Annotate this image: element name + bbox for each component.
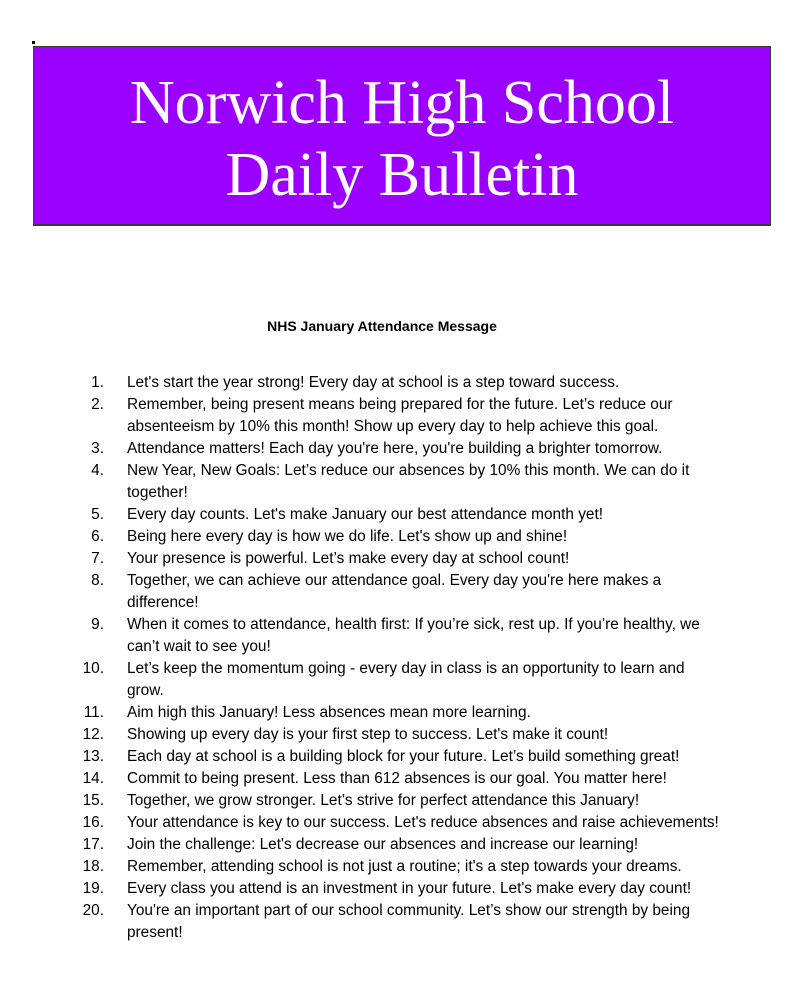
list-item: [82, 724, 722, 746]
list-item: [82, 768, 722, 790]
list-item: [82, 548, 722, 570]
list-item: [82, 702, 722, 724]
list-item-number: 12.: [82, 726, 104, 743]
list-item-number: 11.: [83, 704, 104, 721]
banner-title-line-2: Daily Bulletin: [225, 141, 579, 209]
list-item-number: 2.: [91, 396, 104, 413]
banner-title-line-1: Norwich High School: [129, 69, 675, 137]
list-item: [82, 746, 722, 768]
list-item-number: 1.: [91, 374, 104, 391]
list-item: [82, 460, 722, 504]
list-item: [82, 790, 722, 812]
list-item-number: 4.: [91, 462, 104, 479]
list-item: [82, 812, 722, 834]
list-item: [82, 570, 722, 614]
list-item-text: Being here every day is how we do life. Let's show up and shine!: [127, 528, 568, 545]
list-item-number: 3.: [91, 440, 104, 457]
list-item-text: Remember, being present means being prepared for the future. Let’s reduce our absenteeism by 10% this month! Show up every day to help achieve this goal.: [127, 396, 673, 435]
list-item-number: 5.: [91, 506, 104, 523]
list-item: [82, 526, 722, 548]
list-item: [82, 614, 722, 658]
list-item-text: Commit to being present. Less than 612 absences is our goal. You matter here!: [127, 770, 667, 787]
list-item: [82, 878, 722, 900]
list-item-number: 15.: [82, 792, 104, 809]
list-item-text: Every class you attend is an investment in your future. Let's make every day count!: [127, 880, 692, 897]
list-item-text: Together, we grow stronger. Let’s strive for perfect attendance this January!: [127, 792, 640, 809]
list-item-number: 20.: [82, 902, 104, 919]
list-item-text: Your presence is powerful. Let’s make every day at school count!: [127, 550, 570, 567]
list-item-text: Showing up every day is your first step to success. Let's make it count!: [127, 726, 609, 743]
bulletin-banner: [33, 46, 771, 226]
list-item: [82, 438, 722, 460]
list-item-text: Join the challenge: Let's decrease our absences and increase our learning!: [127, 836, 639, 853]
list-item-text: Attendance matters! Each day you're here, you're building a brighter tomorrow.: [127, 440, 663, 457]
list-item-number: 18.: [82, 858, 104, 875]
list-item: [82, 394, 722, 438]
list-item: [82, 658, 722, 702]
list-item-number: 14.: [82, 770, 104, 787]
stray-mark: [32, 41, 35, 44]
list-item-text: Your attendance is key to our success. Let's reduce absences and raise achievements!: [127, 814, 719, 831]
list-item-number: 13.: [82, 748, 104, 765]
list-item-text: New Year, New Goals: Let’s reduce our absences by 10% this month. We can do it together!: [127, 462, 690, 501]
list-item-text: When it comes to attendance, health first: If you’re sick, rest up. If you’re healthy, we can’t wait to see you!: [127, 616, 700, 655]
list-item-number: 10.: [82, 660, 104, 677]
banner-title: [34, 47, 770, 211]
attendance-message-list: [82, 372, 722, 944]
list-item-number: 17.: [82, 836, 104, 853]
list-item-number: 19.: [82, 880, 104, 897]
attendance-heading: NHS January Attendance Message: [267, 318, 497, 334]
list-item-number: 8.: [91, 572, 104, 589]
list-item-number: 16.: [82, 814, 104, 831]
list-item: [82, 834, 722, 856]
list-item-text: Every day counts. Let's make January our best attendance month yet!: [127, 506, 604, 523]
list-item-text: Each day at school is a building block for your future. Let’s build something great!: [127, 748, 680, 765]
list-item: [82, 856, 722, 878]
list-item-number: 7.: [91, 550, 104, 567]
list-item-text: Let's start the year strong! Every day at school is a step toward success.: [127, 374, 620, 391]
list-item: [82, 900, 722, 944]
list-item-number: 9.: [91, 616, 104, 633]
list-item-text: Together, we can achieve our attendance goal. Every day you're here makes a difference!: [127, 572, 662, 611]
list-item-text: Remember, attending school is not just a routine; it's a step towards your dreams.: [127, 858, 682, 875]
list-item-text: You're an important part of our school community. Let’s show our strength by being present!: [127, 902, 691, 941]
list-item: [82, 504, 722, 526]
list-item-text: Let’s keep the momentum going - every day in class is an opportunity to learn and grow.: [127, 660, 685, 699]
list-item-number: 6.: [91, 528, 104, 545]
list-item: [82, 372, 722, 394]
list-item-text: Aim high this January! Less absences mean more learning.: [127, 704, 531, 721]
